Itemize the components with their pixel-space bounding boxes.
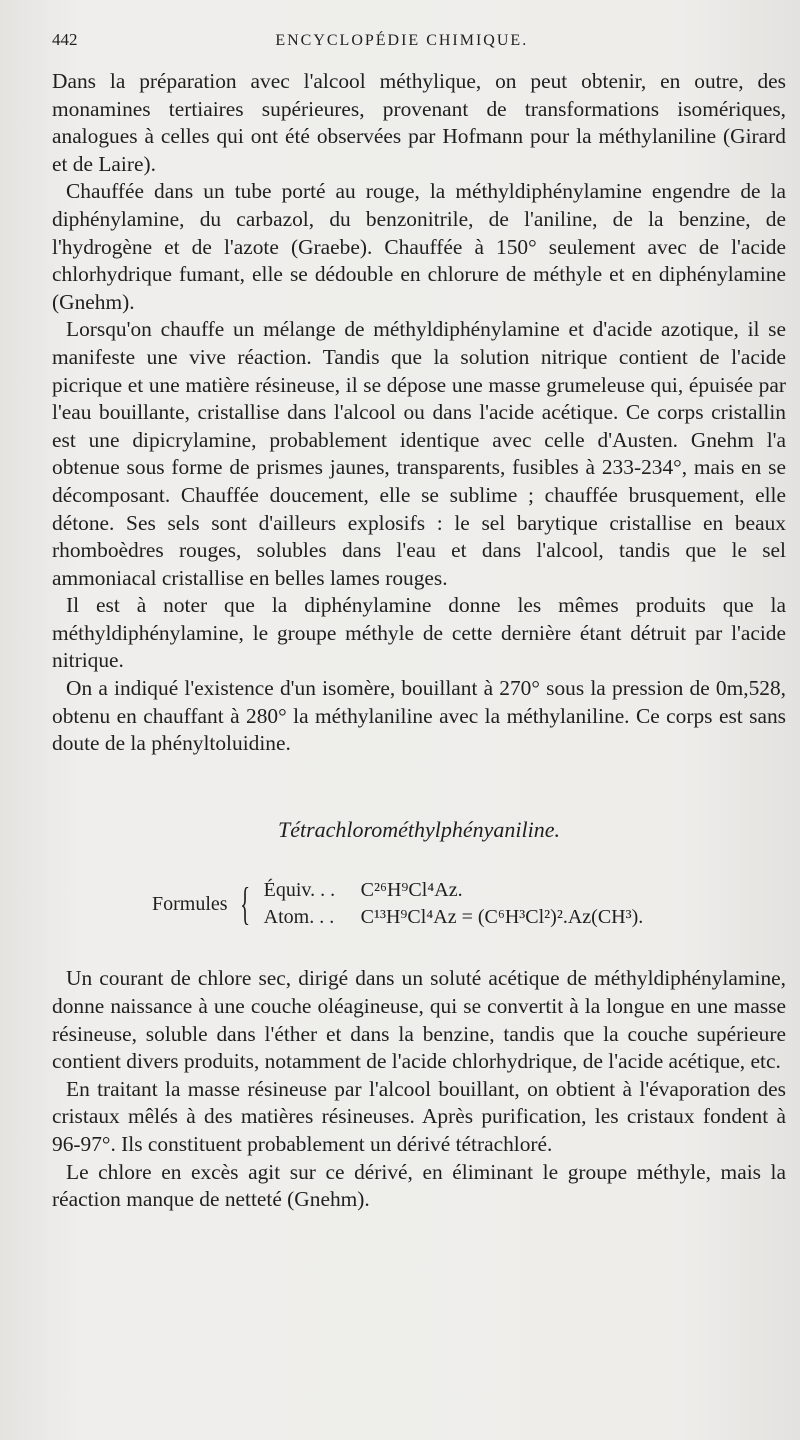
running-title: ENCYCLOPÉDIE CHIMIQUE. xyxy=(275,32,529,49)
paragraph: Dans la préparation avec l'alcool méthylique, on peut obtenir, en outre, des monamines tertiaires supérieures, provenant de transformations isomériques, analogues à celles qui ont été observées par Hofmann pour la méthylaniline (Girard et de Laire). xyxy=(52,69,786,176)
paragraph: Lorsqu'on chauffe un mélange de méthyldiphénylamine et d'acide azotique, il se manifeste une vive réaction. Tandis que la solution nitrique contient de l'acide picrique et une matière résineuse, il se dépose une masse grumeleuse qui, épuisée par l'eau bouillante, cristallise dans l'alcool ou dans l'acide acétique. Ce corps cristallin est une dipicrylamine, probablement identique avec celle d'Austen. Gnehm l'a obtenue sous forme de prismes jaunes, transparents, fusibles à 233-234°, mais en se décomposant. Chauffée doucement, elle se sublime ; chauffée brusquement, elle détone. Ses sels sont d'ailleurs explosifs : le sel barytique cristallise en beaux rhomboèdres rouges, solubles dans l'eau et dans l'alcool, tandis que le sel ammoniacal cristallise en belles lames rouges. xyxy=(52,317,786,590)
main-text xyxy=(52,68,786,1214)
formula-label: Formules xyxy=(152,892,228,915)
brace-glyph: { xyxy=(239,878,250,930)
running-header xyxy=(52,30,786,68)
formula-equiv-row xyxy=(264,877,644,904)
paragraph: Il est à noter que la diphénylamine donne les mêmes produits que la méthyldiphénylamine, le groupe méthyle de cette dernière étant détruit par l'acide nitrique. xyxy=(52,593,786,673)
page-number: 442 xyxy=(52,30,78,49)
atom-formula: C¹³H⁹Cl⁴Az = (C⁶H³Cl²)².Az(CH³). xyxy=(360,906,644,929)
paragraph: On a indiqué l'existence d'un isomère, bouillant à 270° sous la pression de 0m,528, obtenu en chauffant à 280° la méthylaniline avec la méthylaniline. Ce corps est sans doute de la phényltoluidine. xyxy=(52,676,786,756)
paragraph: Un courant de chlore sec, dirigé dans un soluté acétique de méthyldiphénylamine, donne naissance à une couche oléagineuse, qui se convertit à la longue en une masse résineuse, soluble dans l'éther et dans la benzine, tandis que la couche supérieure contient divers produits, notamment de l'acide chlorhydrique, de l'acide acétique, etc. xyxy=(52,966,786,1074)
formula-atom-row xyxy=(264,904,644,931)
formula-block xyxy=(52,877,786,931)
section-title: Tétrachlorométhylphényaniline. xyxy=(277,816,561,842)
paragraph: En traitant la masse résineuse par l'alcool bouillant, on obtient à l'évaporation des cristaux mêlés à des matières résineuses. Après purification, les cristaux fondent à 96-97°. Ils constituent probablement un dérivé tétrachloré. xyxy=(52,1076,786,1156)
paragraph: Le chlore en excès agit sur ce dérivé, en éliminant le groupe méthyle, mais la réaction manque de netteté (Gnehm). xyxy=(52,1159,786,1212)
equiv-formula: C²⁶H⁹Cl⁴Az. xyxy=(360,879,463,902)
equiv-label: Équiv. . . xyxy=(263,879,336,902)
paragraph: Chauffée dans un tube porté au rouge, la méthyldiphénylamine engendre de la diphénylamine, du carbazol, du benzonitrile, de l'aniline, de la benzine, de l'hydrogène et de l'azote (Graebe). Chauffée à 150° seulement avec de l'acide chlorhydrique fumant, elle se dédouble en chlorure de méthyle et en diphénylamine (Gnehm). xyxy=(52,179,786,314)
atom-label: Atom. . . xyxy=(263,906,335,929)
